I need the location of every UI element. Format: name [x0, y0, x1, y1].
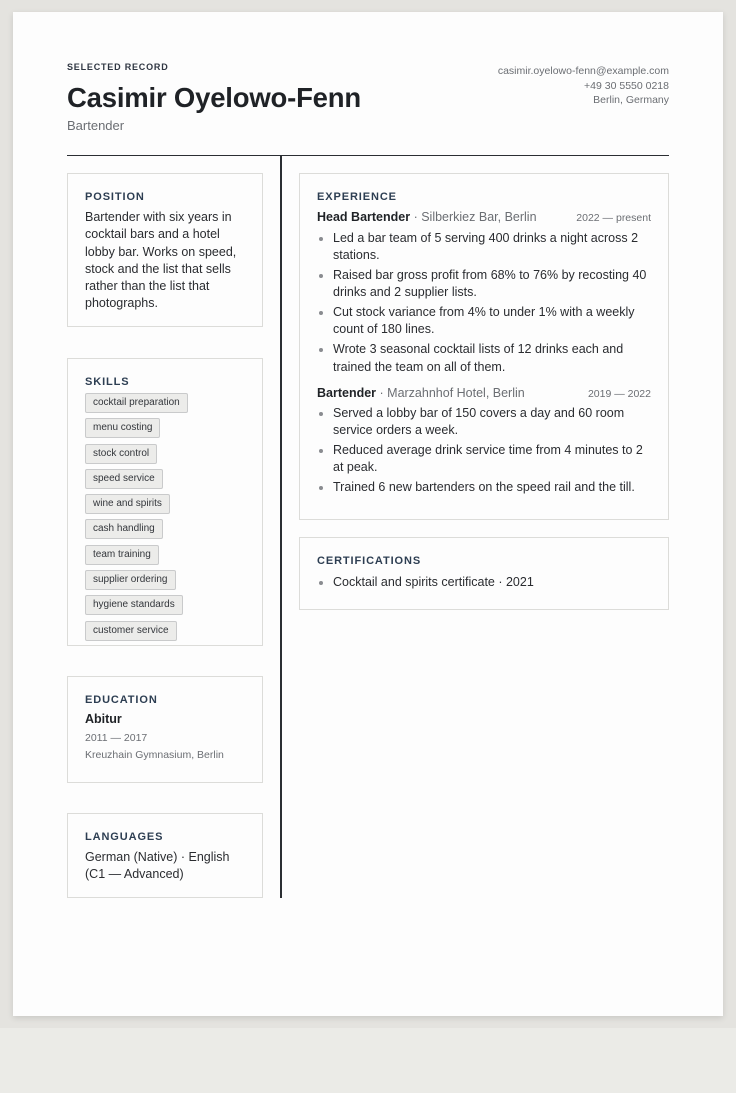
skill-chip: customer service	[85, 621, 177, 641]
skill-chip: menu costing	[85, 418, 160, 438]
candidate-role: Bartender	[67, 118, 125, 133]
languages-text: German (Native) · English (C1 — Advanced)	[85, 850, 230, 882]
certifications-heading: CERTIFICATIONS	[317, 555, 422, 567]
skill-chip: wine and spirits	[85, 494, 170, 514]
skill-chip: team training	[85, 545, 159, 565]
skill-chip: speed service	[85, 469, 163, 489]
job-bullet: Wrote 3 seasonal cocktail lists of 12 drinks each and trained the team on all of them.	[333, 341, 651, 376]
job-employer: · Marzahnhof Hotel, Berlin	[376, 386, 525, 400]
skill-chip: cocktail preparation	[85, 393, 188, 413]
certification-list	[333, 574, 651, 594]
certifications-card	[299, 537, 669, 610]
job-header	[317, 385, 651, 401]
viewer-background	[0, 1028, 736, 1093]
education-dates: 2011 — 2017	[85, 732, 148, 744]
resume-page	[13, 12, 723, 1016]
skill-chip: cash handling	[85, 519, 163, 539]
job-employer: · Silberkiez Bar, Berlin	[410, 210, 537, 224]
job-bullet: Raised bar gross profit from 68% to 76% by recosting 40 drinks and 2 supplier lists.	[333, 267, 651, 302]
job-bullets	[333, 230, 651, 378]
header-divider	[67, 155, 669, 156]
job-dates: 2022 — present	[576, 212, 651, 224]
skills-card	[67, 358, 263, 646]
job-title: Head Bartender	[317, 210, 411, 224]
job-bullet: Trained 6 new bartenders on the speed rail and the till.	[333, 479, 651, 496]
experience-heading: EXPERIENCE	[317, 191, 397, 203]
job-bullet: Led a bar team of 5 serving 400 drinks a night across 2 stations.	[333, 230, 651, 265]
skills-heading: SKILLS	[85, 376, 130, 388]
job-title: Bartender	[317, 386, 377, 400]
skill-chip: stock control	[85, 444, 157, 464]
education-heading: EDUCATION	[85, 694, 158, 706]
position-card	[67, 173, 263, 327]
skills-list	[85, 393, 188, 646]
certification-item: Cocktail and spirits certificate · 2021	[333, 574, 651, 591]
skill-chip: supplier ordering	[85, 570, 176, 590]
record-kicker: SELECTED RECORD	[67, 62, 169, 72]
education-school: Kreuzhain Gymnasium, Berlin	[85, 749, 224, 761]
job-bullet: Served a lobby bar of 150 covers a day and 60 room service orders a week.	[333, 405, 651, 440]
candidate-name: Casimir Oyelowo-Fenn	[67, 82, 361, 113]
position-heading: POSITION	[85, 191, 145, 203]
job-header	[317, 209, 651, 225]
experience-card	[299, 173, 669, 520]
job-bullet: Reduced average drink service time from 4 minutes to 2 at peak.	[333, 442, 651, 477]
education-degree: Abitur	[85, 712, 122, 726]
contact-phone[interactable]: +49 30 5550 0218	[584, 79, 669, 92]
column-divider	[280, 155, 282, 898]
position-summary: Bartender with six years in cocktail bars and a hotel lobby bar. Works on speed, stock and the list that sells rather than the list that photographs.	[85, 210, 237, 311]
job-bullets	[333, 405, 651, 499]
contact-email[interactable]: casimir.oyelowo-fenn@example.com	[497, 65, 669, 77]
skill-chip: hygiene standards	[85, 595, 183, 615]
education-card	[67, 676, 263, 783]
contact-location: Berlin, Germany	[593, 94, 669, 106]
languages-heading: LANGUAGES	[85, 831, 164, 843]
languages-card	[67, 813, 263, 898]
job-bullet: Cut stock variance from 4% to under 1% with a weekly count of 180 lines.	[333, 304, 651, 339]
job-dates: 2019 — 2022	[587, 388, 651, 400]
contact-block	[498, 64, 669, 108]
